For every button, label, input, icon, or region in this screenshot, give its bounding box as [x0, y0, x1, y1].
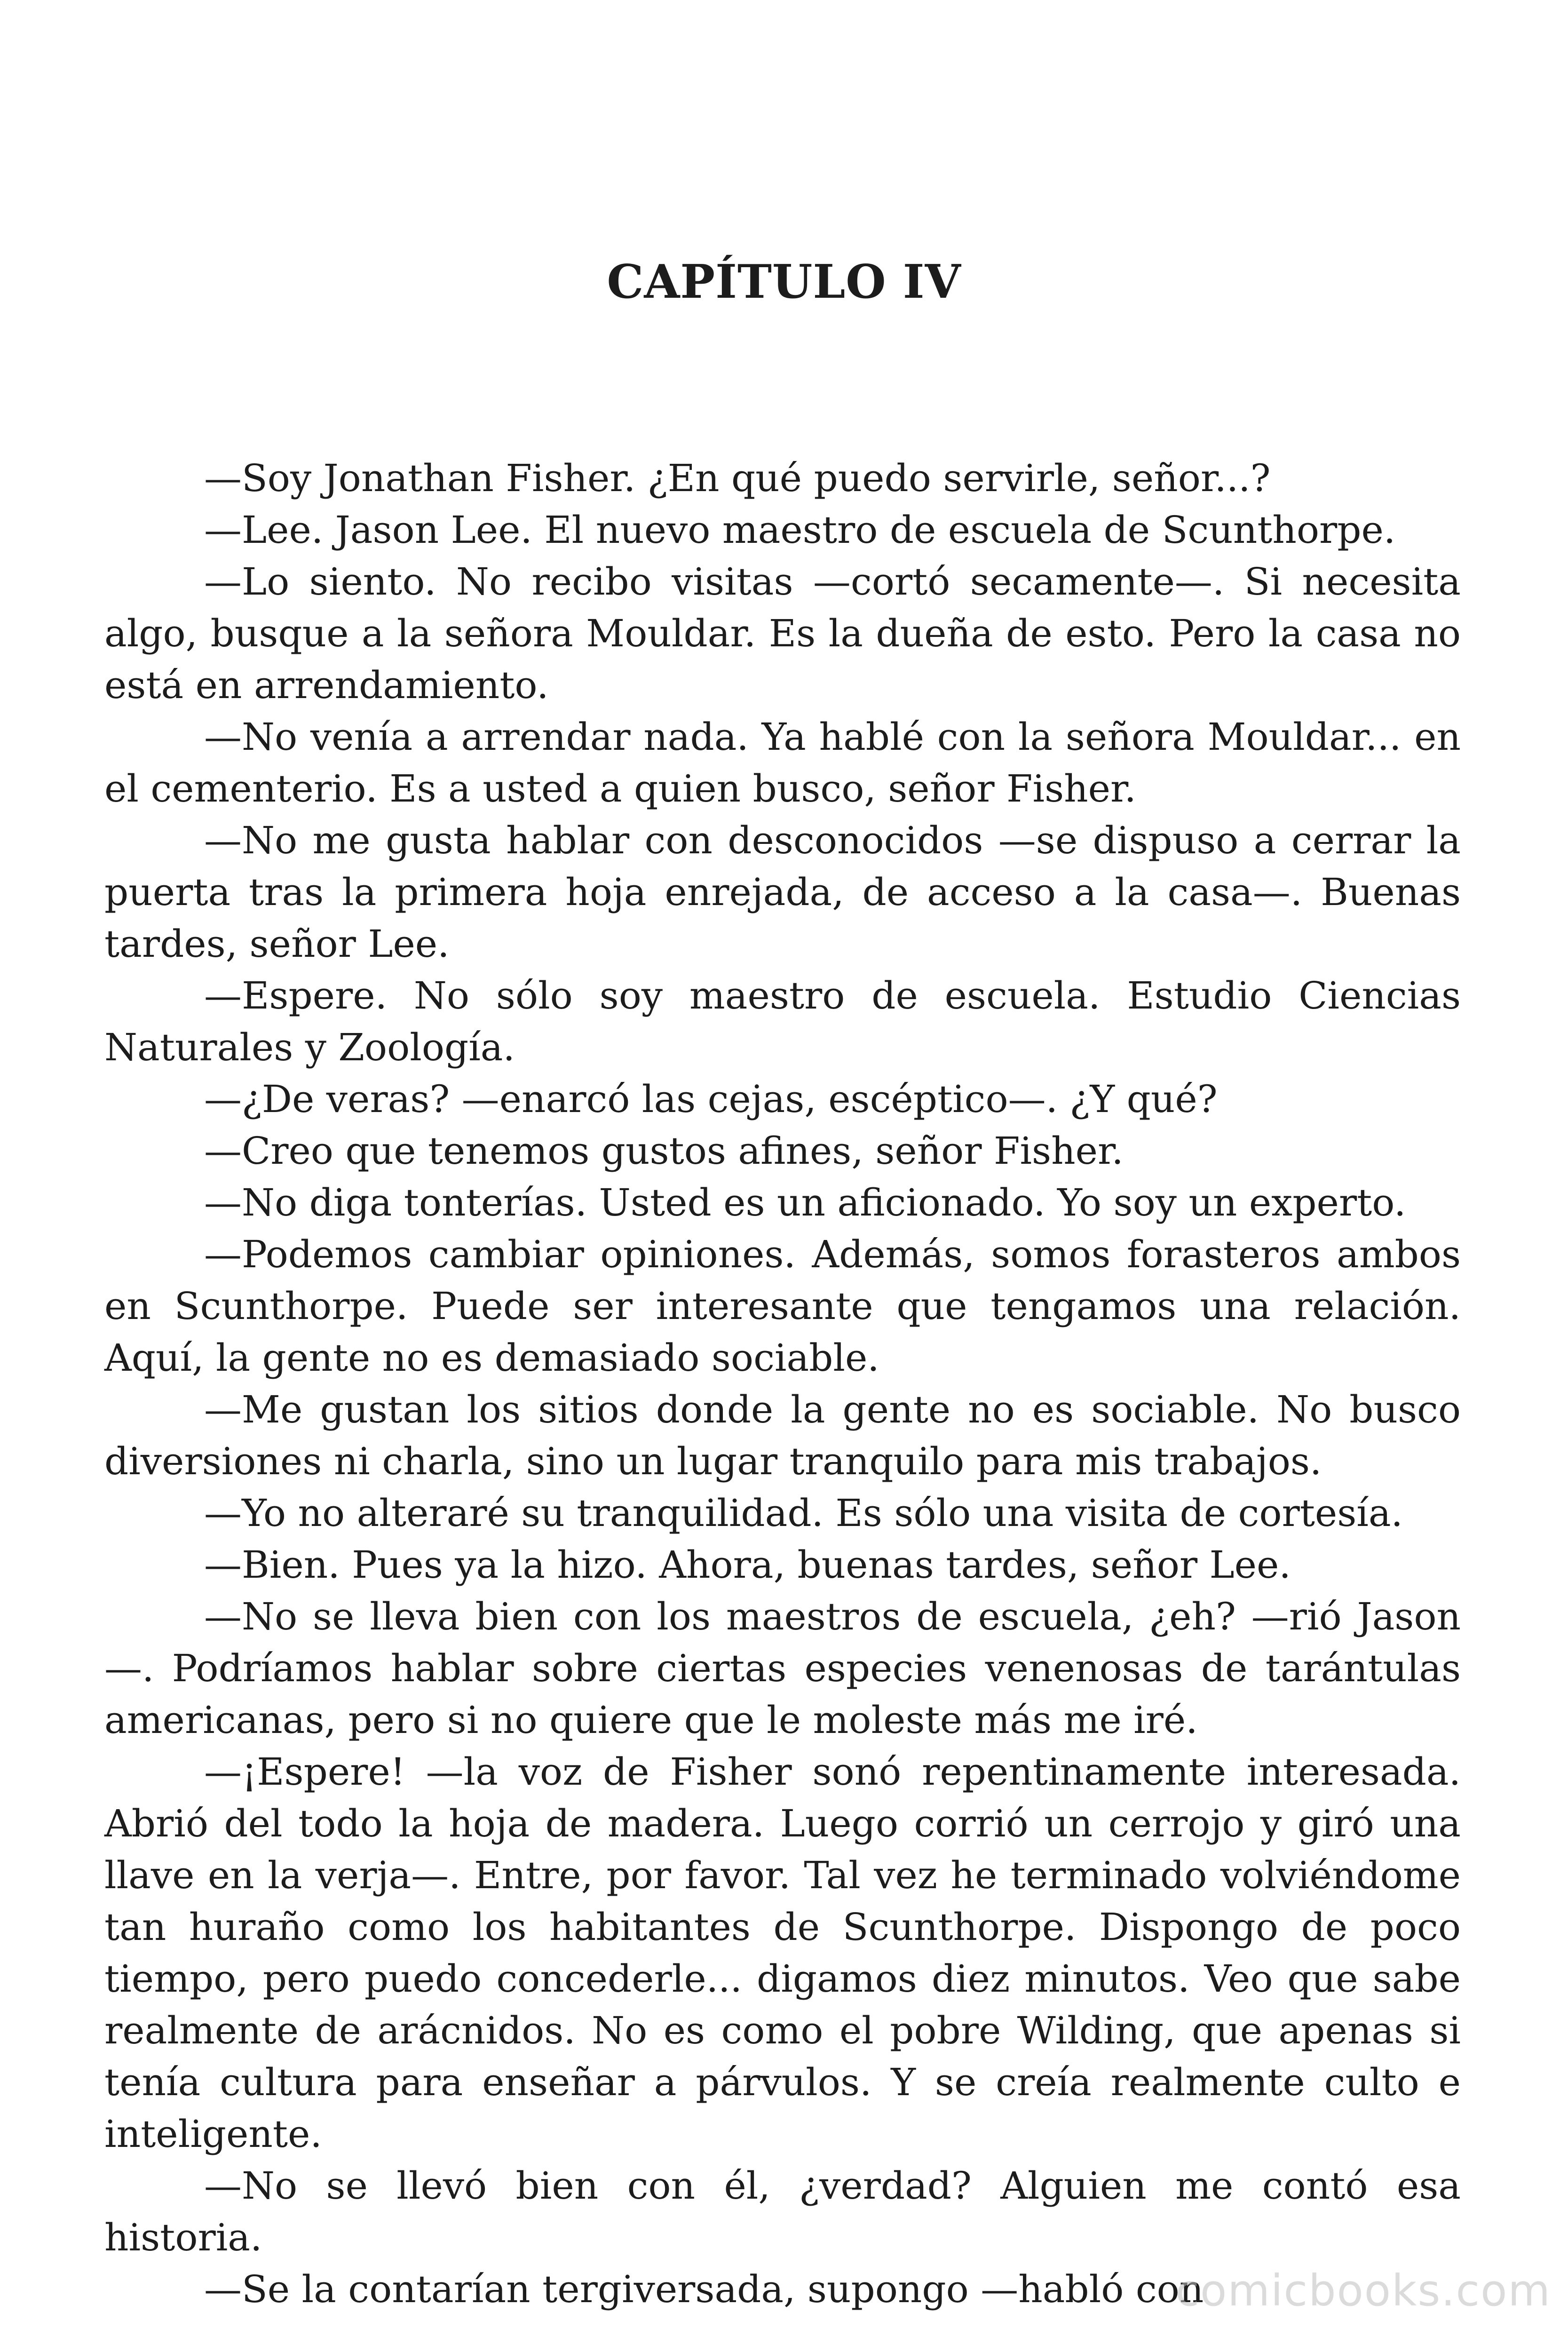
- chapter-title: CAPÍTULO IV: [607, 255, 961, 309]
- paragraph: —Creo que tenemos gustos afines, señor Fisher.: [204, 1129, 1124, 1173]
- paragraph: —Me gustan los sitios donde la gente no es sociable. No busco diversiones ni charla, sino un lugar tranquilo para mis trabajos.: [104, 1388, 1461, 1483]
- paragraph: —Lo siento. No recibo visitas —cortó secamente—. Si necesita algo, busque a la señora Mouldar. Es la dueña de esto. Pero la casa no está en arrendamiento.: [104, 560, 1461, 707]
- paragraph: —No se llevó bien con él, ¿verdad? Alguien me contó esa historia.: [104, 2164, 1461, 2259]
- paragraph: —Podemos cambiar opiniones. Además, somos forasteros ambos en Scunthorpe. Puede ser interesante que tengamos una relación. Aquí, la gente no es demasiado sociable.: [104, 1232, 1461, 1380]
- paragraph: —Lee. Jason Lee. El nuevo maestro de escuela de Scunthorpe.: [204, 508, 1396, 552]
- paragraph: —Se la contarían tergiversada, supongo —habló con: [204, 2267, 1204, 2311]
- paragraph: —Espere. No sólo soy maestro de escuela. Estudio Ciencias Naturales y Zoología.: [104, 974, 1461, 1069]
- paragraph: —¿De veras? —enarcó las cejas, escéptico—. ¿Y qué?: [204, 1077, 1218, 1121]
- paragraph: —Bien. Pues ya la hizo. Ahora, buenas tardes, señor Lee.: [204, 1543, 1291, 1587]
- paragraph: —Soy Jonathan Fisher. ¿En qué puedo servirle, señor...?: [204, 456, 1271, 500]
- watermark-text: comicbooks.com: [1175, 2265, 1551, 2316]
- paragraph: —No me gusta hablar con desconocidos —se dispuso a cerrar la puerta tras la primera hoja enrejada, de acceso a la casa—. Buenas tardes, señor Lee.: [104, 818, 1461, 966]
- paragraph: —¡Espere! —la voz de Fisher sonó repentinamente interesada. Abrió del todo la hoja de madera. Luego corrió un cerrojo y giró una llave en la verja—. Entre, por favor. Tal vez he terminado volviéndome tan huraño como los habitantes de Scunthorpe. Dispongo de poco tiempo, pero puedo concederle... digamos diez minutos. Veo que sabe realmente de arácnidos. No es como el pobre Wilding, que apenas si tenía cultura para enseñar a párvulos. Y se creía realmente culto e inteligente.: [104, 1750, 1461, 2156]
- paragraph: —No venía a arrendar nada. Ya hablé con la señora Mouldar... en el cementerio. Es a usted a quien busco, señor Fisher.: [104, 715, 1461, 810]
- paragraph: —Yo no alteraré su tranquilidad. Es sólo una visita de cortesía.: [204, 1491, 1403, 1535]
- chapter-body: [104, 453, 1461, 2315]
- paragraph: —No se lleva bien con los maestros de escuela, ¿eh? —rió Jason —. Podríamos hablar sobre ciertas especies venenosas de tarántulas americanas, pero si no quiere que le moleste más me iré.: [104, 1595, 1461, 1742]
- paragraph: —No diga tonterías. Usted es un aficionado. Yo soy un experto.: [204, 1181, 1406, 1224]
